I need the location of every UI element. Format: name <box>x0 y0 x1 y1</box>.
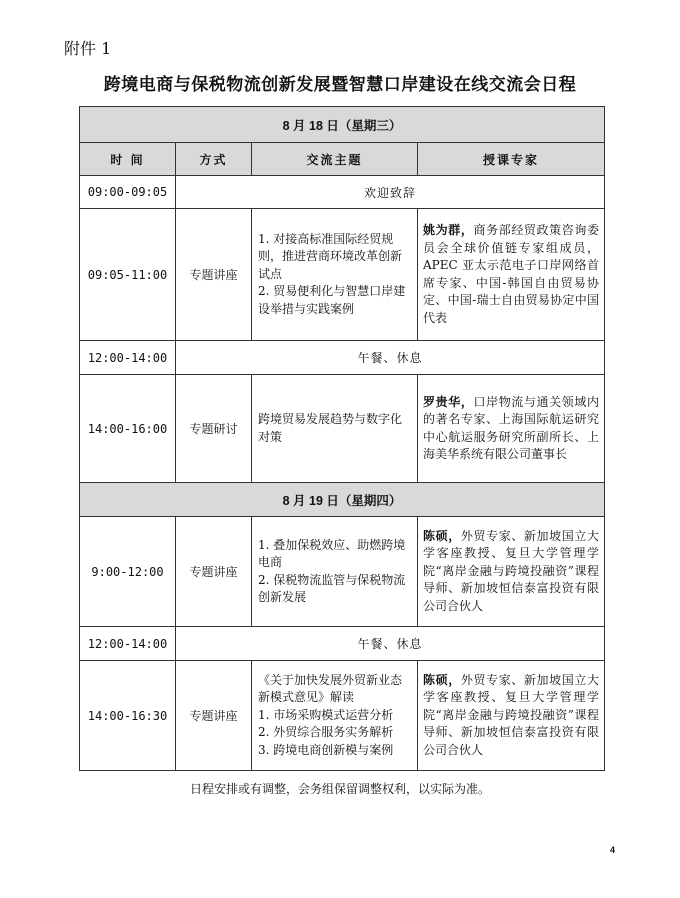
session-mode: 专题讲座 <box>176 517 252 627</box>
session-topic <box>252 209 418 341</box>
expert-bio: 外贸专家、新加坡国立大学客座教授、复旦大学管理学院“离岸金融与跨境投融资”课程导师、新加坡恒信泰富投资有限公司合伙人 <box>423 528 600 613</box>
column-header-row <box>80 143 605 176</box>
topic-line: 2. 外贸综合服务实务解析 <box>258 725 394 740</box>
schedule-footnote: 日程安排或有调整，会务组保留调整权利，以实际为准。 <box>189 782 490 796</box>
table-row <box>80 517 605 627</box>
session-mode: 专题讲座 <box>176 209 252 341</box>
session-mode: 专题讲座 <box>176 661 252 771</box>
table-row <box>80 375 605 483</box>
expert-name: 姚为群， <box>423 223 474 237</box>
topic-line: 3. 跨境电商创新模与案例 <box>258 742 394 757</box>
page-title: 跨境电商与保税物流创新发展暨智慧口岸建设在线交流会日程 <box>103 75 577 95</box>
session-topic <box>252 517 418 627</box>
day-header: 8 月 19 日（星期四） <box>80 483 605 517</box>
expert-name: 陈硕， <box>423 528 461 543</box>
expert-name: 陈硕， <box>423 672 461 687</box>
column-header-topic: 交流主题 <box>252 143 418 176</box>
day-header-row <box>80 107 605 143</box>
column-header-mode: 方式 <box>176 143 252 176</box>
topic-line: 跨境贸易发展趋势与数字化对策 <box>258 412 403 444</box>
session-time: 09:00-09:05 <box>80 176 176 209</box>
session-expert <box>418 517 605 627</box>
session-activity: 欢迎致辞 <box>176 176 605 209</box>
session-expert <box>418 375 605 483</box>
table-row <box>80 661 605 771</box>
session-expert <box>418 661 605 771</box>
session-time: 12:00-14:00 <box>80 627 176 661</box>
session-time: 9:00-12:00 <box>80 517 176 627</box>
expert-bio: 商务部经贸政策咨询委员会全球价值链专家组成员，APEC 亚太示范电子口岸网络首席专家、中国-韩国自由贸易协定、中国-瑞士自由贸易协定中国代表 <box>423 223 600 325</box>
session-activity: 午餐、休息 <box>176 341 605 375</box>
session-mode: 专题研讨 <box>176 375 252 483</box>
topic-line: 1. 市场采购模式运营分析 <box>258 707 394 722</box>
session-expert <box>418 209 605 341</box>
topic-line: 1. 对接高标准国际经贸规则，推进营商环境改革创新试点 <box>258 231 403 281</box>
schedule-table <box>79 106 605 771</box>
attachment-label: 附件 1 <box>64 39 112 58</box>
table-row <box>80 209 605 341</box>
table-row <box>80 341 605 375</box>
column-header-time: 时 间 <box>80 143 176 176</box>
table-row <box>80 627 605 661</box>
page-number: 4 <box>610 845 616 855</box>
topic-line: 1. 叠加保税效应、助燃跨境电商 <box>258 537 406 569</box>
expert-bio: 外贸专家、新加坡国立大学客座教授、复旦大学管理学院“离岸金融与跨境投融资”课程导师、新加坡恒信泰富投资有限公司合伙人 <box>423 672 600 757</box>
session-time: 12:00-14:00 <box>80 341 176 375</box>
session-time: 09:05-11:00 <box>80 209 176 341</box>
expert-bio: 口岸物流与通关领域内的著名专家、上海国际航运研究中心航运服务研究所副所长、上海美华系统有限公司董事长 <box>423 394 600 461</box>
column-header-expert: 授课专家 <box>418 143 605 176</box>
topic-line: 2. 保税物流监管与保税物流创新发展 <box>258 572 406 604</box>
table-row <box>80 176 605 209</box>
session-activity: 午餐、休息 <box>176 627 605 661</box>
session-topic <box>252 375 418 483</box>
day-header-row <box>80 483 605 517</box>
day-header: 8 月 18 日（星期三） <box>80 107 605 143</box>
session-topic <box>252 661 418 771</box>
session-time: 14:00-16:30 <box>80 661 176 771</box>
expert-name: 罗贵华， <box>423 394 474 409</box>
topic-line: 《关于加快发展外贸新业态新模式意见》解读 <box>258 672 403 705</box>
topic-line: 2. 贸易便利化与智慧口岸建设举措与实践案例 <box>258 284 406 316</box>
session-time: 14:00-16:00 <box>80 375 176 483</box>
